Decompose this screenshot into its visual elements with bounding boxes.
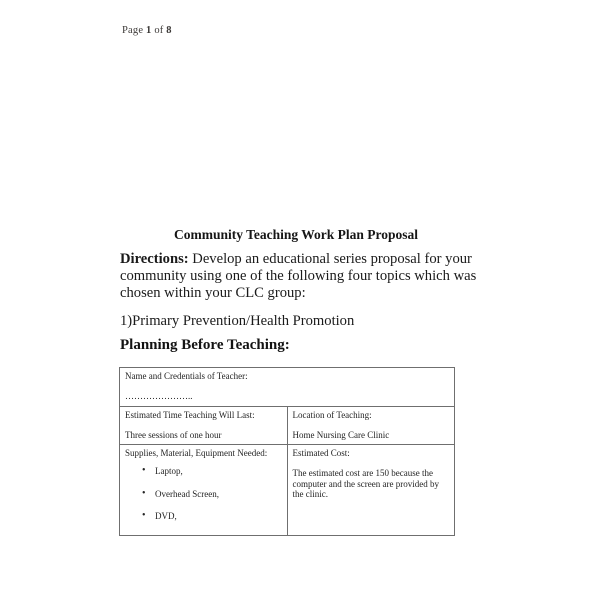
supplies-cell: [120, 445, 288, 536]
section-heading: Planning Before Teaching:: [120, 337, 290, 353]
supplies-item-dvd: • DVD,: [142, 511, 282, 521]
supplies-list: [142, 466, 282, 521]
table-row-supplies-cost: [120, 445, 455, 536]
time-cell: [120, 407, 288, 445]
planning-table: [119, 367, 455, 536]
time-label: Estimated Time Teaching Will Last:: [125, 410, 255, 420]
cost-cell: [287, 445, 455, 536]
directions-label: Directions:: [120, 251, 189, 267]
page-number-header: [122, 25, 172, 36]
supplies-item-laptop: • Laptop,: [142, 466, 282, 476]
location-cell: [287, 407, 455, 445]
page-number: 1: [146, 25, 152, 36]
time-value: Three sessions of one hour: [125, 430, 222, 441]
teacher-value: …………………..: [125, 391, 193, 402]
total-pages: 8: [166, 25, 172, 36]
table-row-teacher: [120, 368, 455, 407]
teacher-label: Name and Credentials of Teacher:: [125, 371, 248, 381]
teacher-cell: [120, 368, 455, 407]
cost-label: Estimated Cost:: [292, 448, 350, 458]
topic-line: 1)Primary Prevention/Health Promotion: [120, 313, 355, 329]
cost-value: The estimated cost are 150 because the computer and the screen are provided by the clinic.: [292, 468, 439, 500]
location-value: Home Nursing Care Clinic: [292, 430, 390, 441]
table-row-time-location: [120, 407, 455, 445]
page-word: Page: [122, 25, 147, 36]
supplies-label: Supplies, Material, Equipment Needed:: [125, 448, 268, 458]
supplies-item-screen: • Overhead Screen,: [142, 489, 282, 499]
location-label: Location of Teaching:: [292, 410, 372, 420]
directions-text: Develop an educational series proposal for your community using one of the following four topics which was chosen within your CLC group:: [120, 251, 477, 301]
of-word: of: [151, 25, 167, 36]
directions-paragraph: [120, 251, 482, 302]
document-title: Community Teaching Work Plan Proposal: [173, 227, 419, 242]
